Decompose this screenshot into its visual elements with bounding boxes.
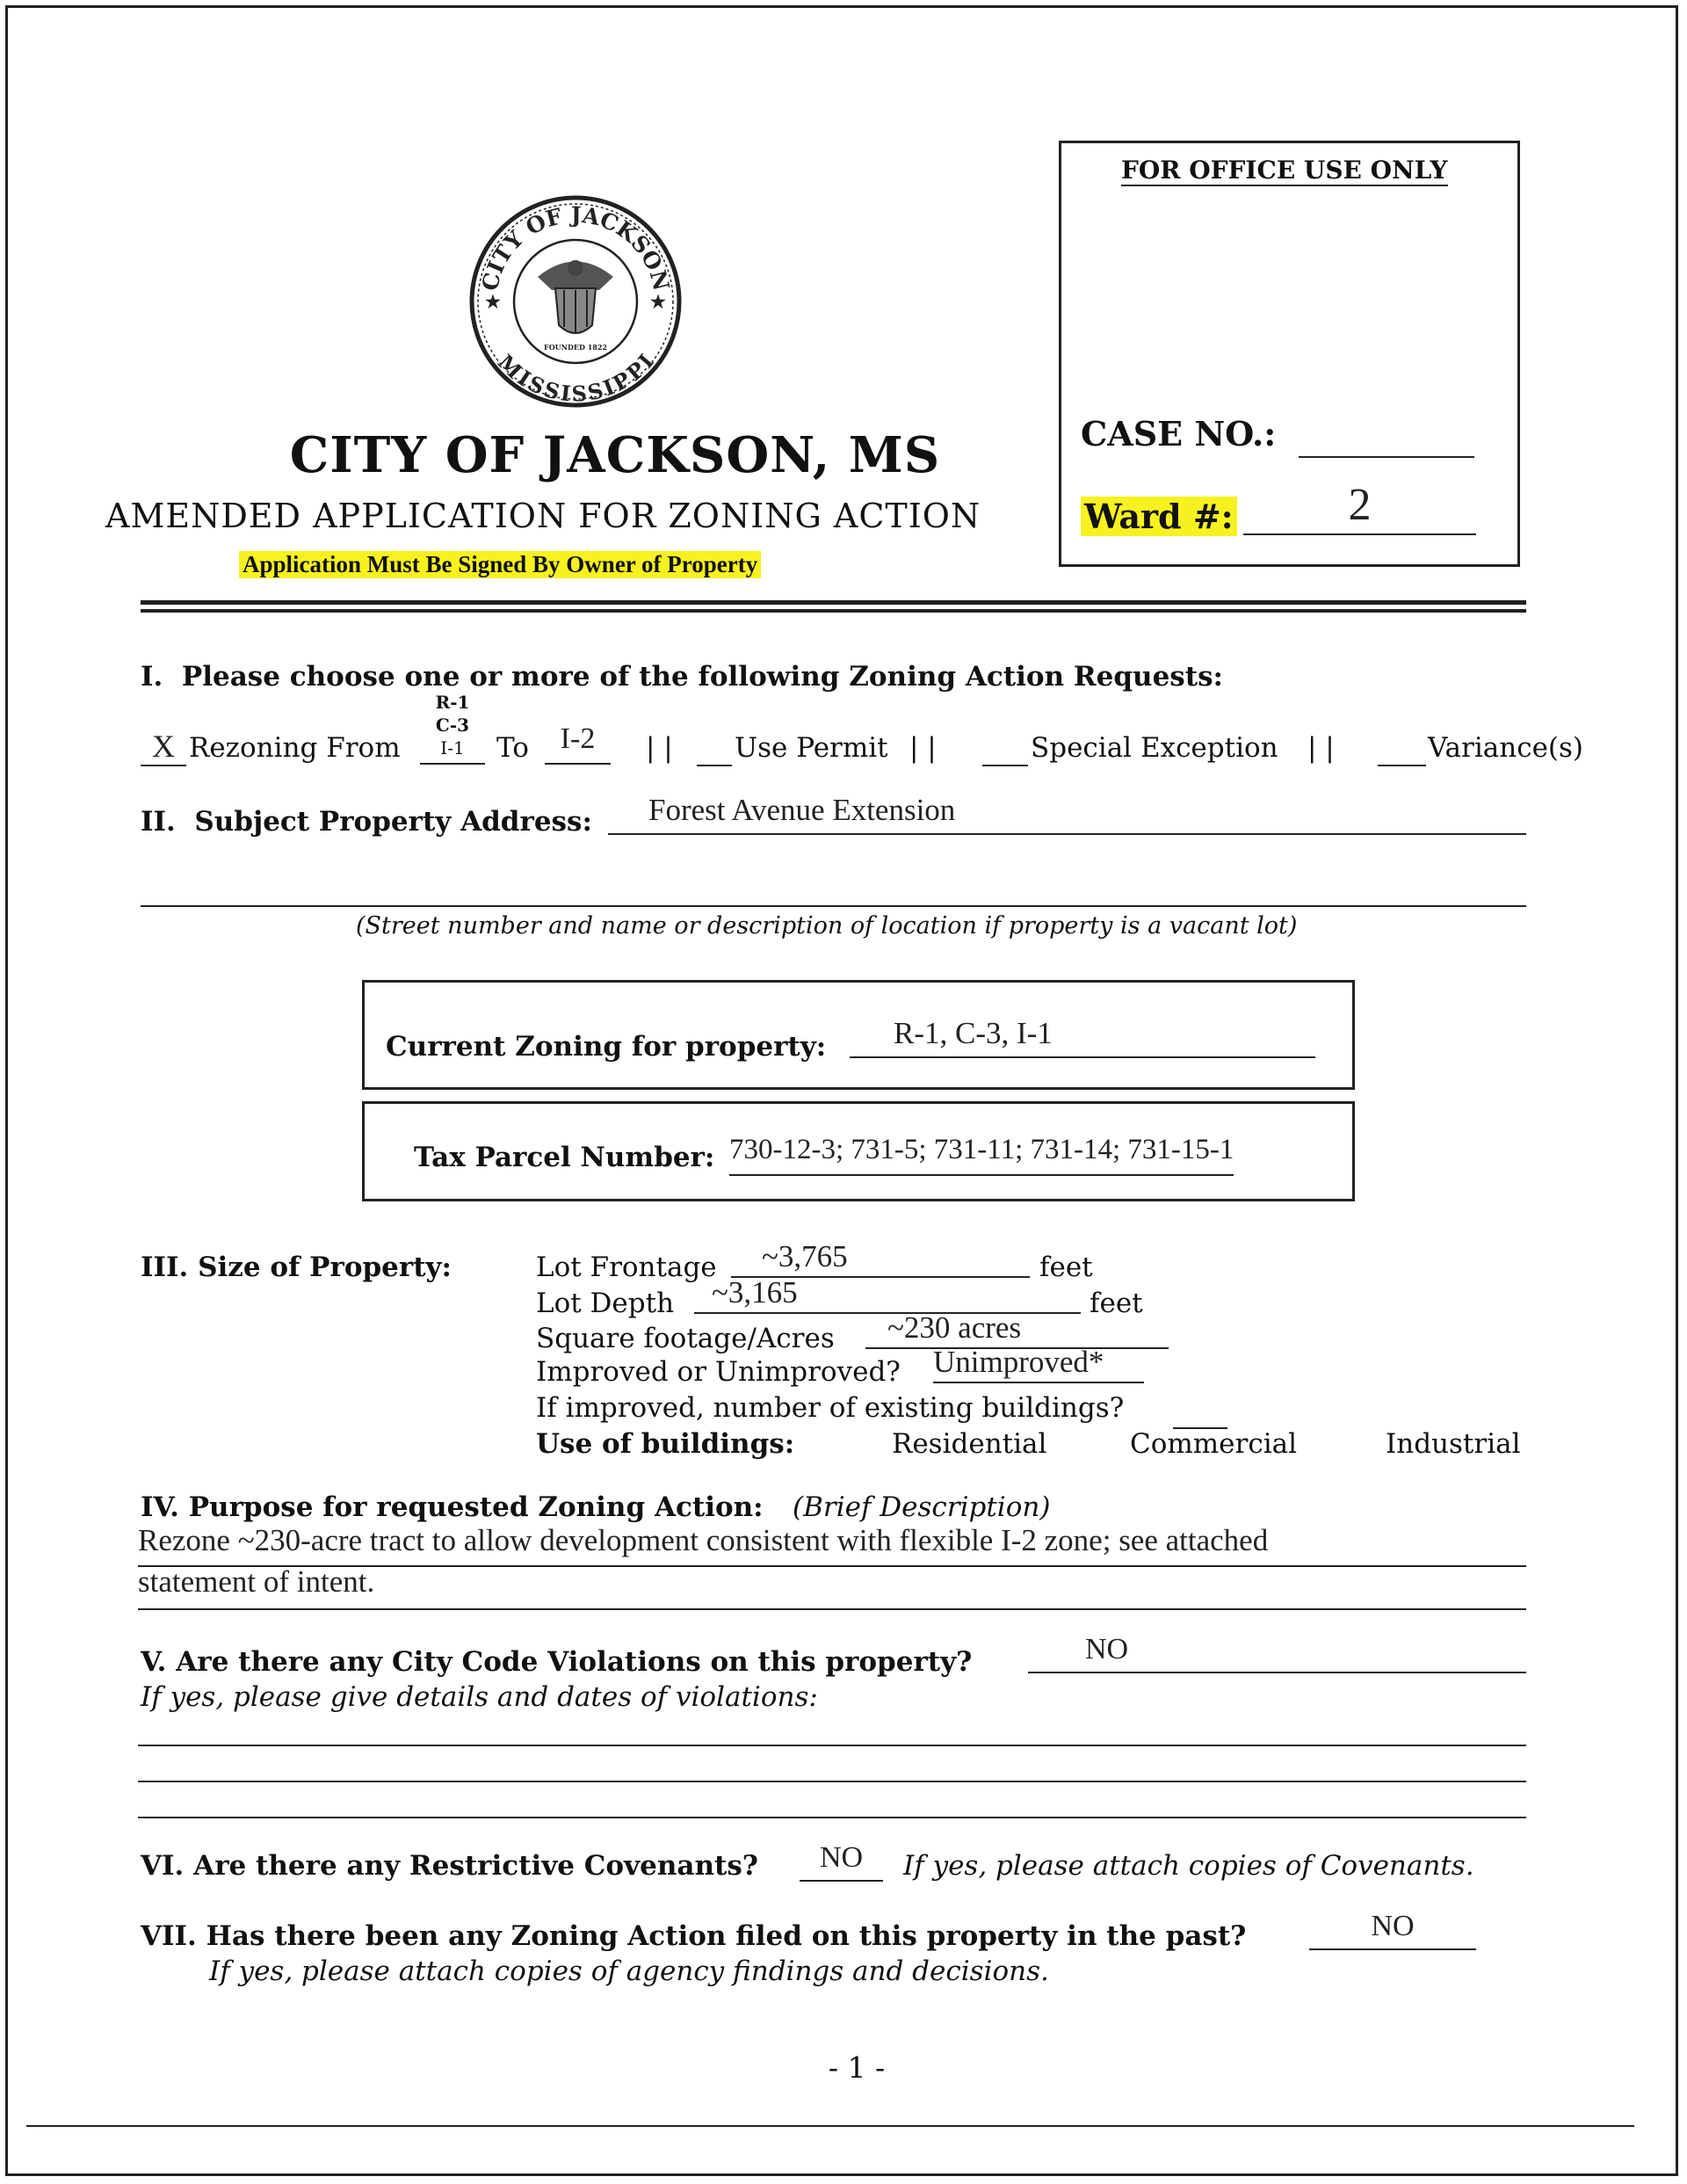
code-violations-hint: If yes, please give details and dates of violations: [141,1681,818,1713]
variance-checkbox[interactable] [1378,728,1426,766]
code-violations-label: V. Are there any City Code Violations on this property? [141,1646,973,1678]
address-hint: (Street number and name or description of location if property is a vacant lot) [356,912,1298,940]
variance-label: Variance(s) [1428,732,1584,764]
restrictive-covenants-hint: If yes, please attach copies of Covenants. [903,1850,1474,1882]
use-of-buildings-label: Use of buildings: [536,1428,795,1460]
restrictive-covenants-field[interactable]: NO [800,1841,883,1882]
city-seal-logo [467,193,684,410]
office-use-box [1059,141,1520,567]
svg-text:CITY OF JACKSON: CITY OF JACKSON [476,201,675,294]
use-permit-checkbox[interactable] [697,728,732,766]
case-number-field[interactable] [1299,417,1474,458]
office-use-header: FOR OFFICE USE ONLY [1121,156,1448,185]
improved-label: Improved or Unimproved? [536,1356,901,1388]
prior-zoning-action-label: VII. Has there been any Zoning Action filed on this property in the past? [141,1920,1247,1952]
restrictive-covenants-label: VI. Are there any Restrictive Covenants? [141,1850,758,1882]
use-option-industrial[interactable]: Industrial [1386,1428,1521,1460]
rezoning-from-field[interactable] [420,691,485,765]
address-field-line-2[interactable] [141,905,1526,907]
current-zoning-label: Current Zoning for property: [386,1031,827,1063]
current-zoning-field[interactable]: R-1, C-3, I-1 [850,1016,1315,1058]
rezoning-checkbox[interactable]: X [141,728,186,766]
owner-signature-notice: Application Must Be Signed By Owner of Property [239,551,761,578]
header-divider [141,600,1526,613]
lot-frontage-field[interactable]: ~3,765 [731,1239,1030,1278]
lot-frontage-label: Lot Frontage [536,1252,717,1283]
code-violations-field[interactable]: NO [1028,1633,1526,1673]
existing-buildings-field[interactable] [1173,1392,1227,1429]
use-option-commercial[interactable]: Commercial [1130,1428,1298,1460]
use-option-residential[interactable]: Residential [892,1428,1047,1460]
current-zoning-box [362,980,1355,1090]
address-label: II. Subject Property Address: [141,806,592,838]
separator-1: | | [646,732,673,764]
purpose-line-2[interactable]: statement of intent. [138,1564,1526,1610]
special-exception-label: Special Exception [1031,732,1278,764]
prior-zoning-action-hint: If yes, please attach copies of agency findings and decisions. [209,1955,1049,1987]
lot-frontage-unit: feet [1039,1252,1093,1283]
separator-3: | | [1307,732,1335,764]
size-of-property-label: III. Size of Property: [141,1252,453,1283]
tax-parcel-field[interactable]: 730-12-3; 731-5; 731-11; 731-14; 731-15-1 [729,1134,1234,1176]
purpose-hint: (Brief Description) [793,1491,1051,1523]
purpose-label: IV. Purpose for requested Zoning Action: [141,1491,764,1523]
prior-zoning-action-field[interactable]: NO [1309,1910,1476,1950]
from-zone-r1: R-1 [435,692,470,713]
use-permit-label: Use Permit [735,732,888,764]
rezoning-label: Rezoning From [189,732,401,764]
square-footage-label: Square footage/Acres [536,1323,835,1354]
square-footage-field[interactable]: ~230 acres [865,1310,1169,1349]
violations-details-line-2[interactable] [138,1781,1526,1782]
lot-depth-label: Lot Depth [536,1288,675,1319]
case-number-label: CASE NO.: [1081,414,1277,453]
lot-depth-unit: feet [1090,1288,1143,1319]
ward-number-field[interactable]: 2 [1243,479,1476,535]
tax-parcel-box [362,1101,1355,1201]
seal-founded-text: FOUNDED 1822 [544,343,607,352]
violations-details-line-1[interactable] [138,1745,1526,1746]
separator-2: | | [909,732,937,764]
rezoning-to-label: To [496,732,529,764]
improved-field[interactable]: Unimproved* [933,1345,1144,1383]
existing-buildings-label: If improved, number of existing buildings? [536,1392,1125,1424]
city-title: CITY OF JACKSON, MS [289,426,941,484]
svg-text:★: ★ [485,291,501,312]
form-title: AMENDED APPLICATION FOR ZONING ACTION [105,497,981,535]
address-field[interactable]: Forest Avenue Extension [608,793,1526,835]
violations-details-line-3[interactable] [138,1817,1526,1818]
rezoning-to-field[interactable]: I-2 [545,722,611,765]
ward-number-label: Ward #: [1081,497,1237,536]
from-zone-i1: I-1 [440,737,465,758]
page-number: - 1 - [828,2050,886,2085]
from-zone-c3: C-3 [435,715,470,736]
footer-rule [26,2125,1634,2127]
section-1-heading: I. Please choose one or more of the following Zoning Action Requests: [141,661,1223,693]
special-exception-checkbox[interactable] [982,728,1028,766]
svg-text:MISSISSIPPI: MISSISSIPPI [493,349,659,407]
tax-parcel-label: Tax Parcel Number: [414,1142,715,1173]
purpose-line-1[interactable]: Rezone ~230-acre tract to allow development consistent with flexible I-2 zone; see attached [138,1523,1526,1567]
lot-depth-field[interactable]: ~3,165 [694,1275,1081,1314]
svg-text:★: ★ [650,291,666,312]
